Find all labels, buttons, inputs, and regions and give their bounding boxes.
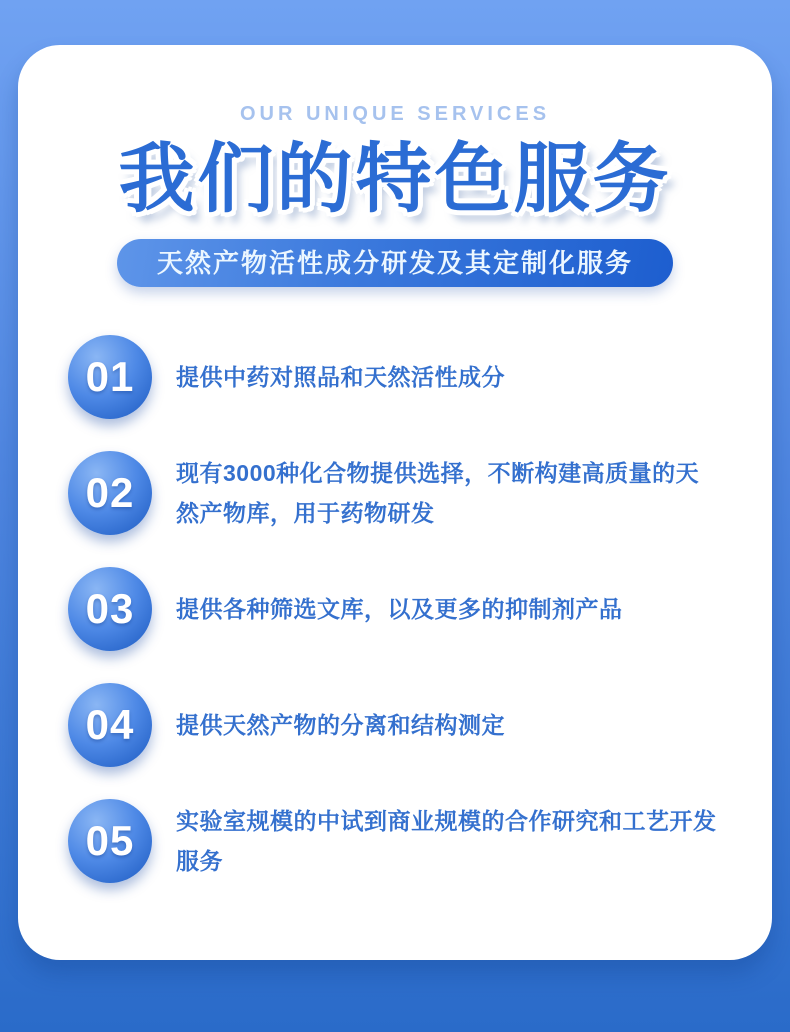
service-number: 02 [85, 469, 135, 517]
services-list [68, 335, 722, 883]
service-description: 现有3000种化合物提供选择，不断构建高质量的天然产物库，用于药物研发 [176, 460, 700, 527]
service-description: 提供各种筛选文库，以及更多的抑制剂产品 [176, 596, 623, 623]
number-badge [68, 567, 152, 651]
service-number: 05 [85, 817, 135, 865]
service-number: 03 [85, 585, 135, 633]
eyebrow-text: OUR UNIQUE SERVICES [239, 103, 551, 125]
service-description: 提供中药对照品和天然活性成分 [176, 364, 505, 391]
service-description: 提供天然产物的分离和结构测定 [176, 712, 505, 739]
service-item [68, 567, 722, 651]
page-title: 我们的特色服务 [118, 137, 672, 222]
service-number: 04 [85, 701, 135, 749]
service-number: 01 [85, 353, 135, 401]
number-badge [68, 799, 152, 883]
number-badge [68, 335, 152, 419]
service-description: 实验室规模的中试到商业规模的合作研究和工艺开发服务 [176, 808, 717, 875]
service-item [68, 683, 722, 767]
service-item [68, 799, 722, 883]
service-item [68, 335, 722, 419]
number-badge [68, 683, 152, 767]
number-badge [68, 451, 152, 535]
service-card [18, 45, 772, 960]
banner-pill: 天然产物活性成分研发及其定制化服务 [117, 239, 673, 287]
service-item [68, 451, 722, 535]
